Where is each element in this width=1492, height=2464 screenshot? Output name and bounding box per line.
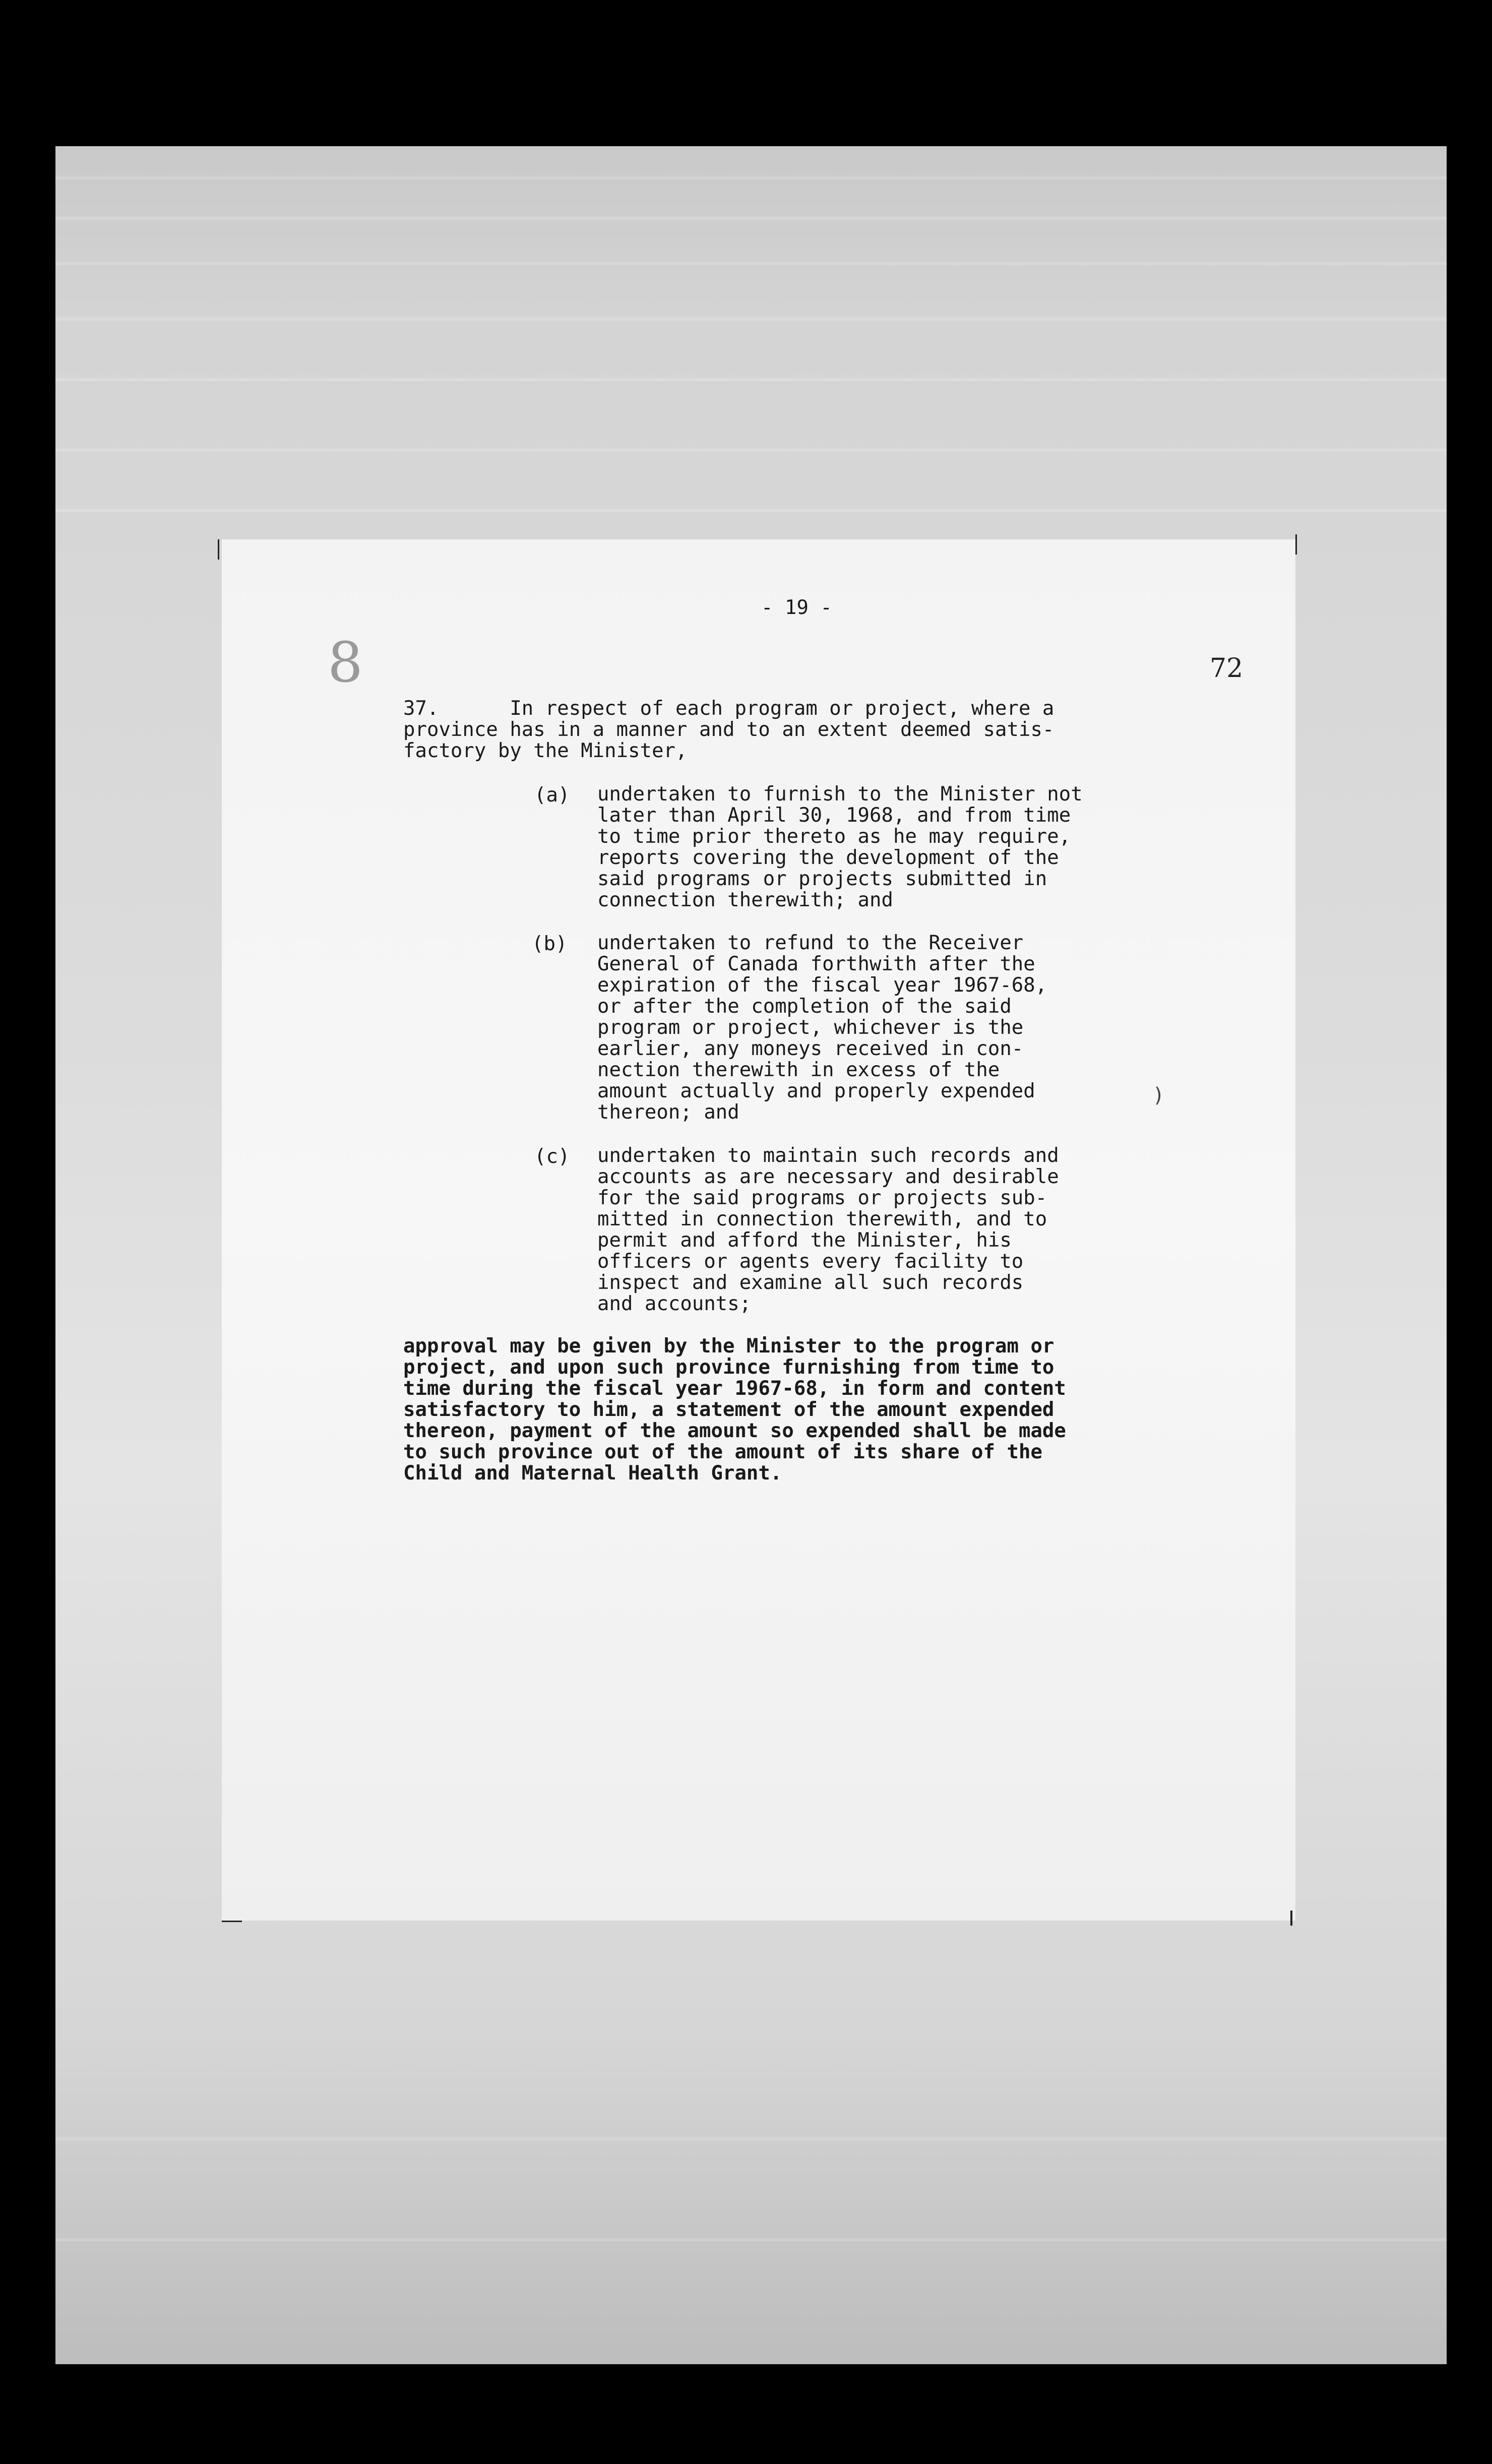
handwritten-margin-mark: 8 xyxy=(328,630,363,695)
item-a-text: undertaken to furnish to the Minister not later than April 30, 1968, and from time to time prior thereto as he may require, reports covering the development of the said programs or projects submitted in connection therewith; and xyxy=(597,783,1083,911)
crop-mark-bottom-right xyxy=(1290,1911,1292,1926)
stray-mark-right: ) xyxy=(1154,1084,1162,1107)
crop-mark-bottom-left xyxy=(222,1921,242,1922)
sheet-number: 72 xyxy=(1210,653,1244,684)
item-c-label: (c) xyxy=(534,1145,570,1168)
item-a-label: (a) xyxy=(534,784,570,807)
crop-mark-top-right xyxy=(1295,534,1297,555)
clause-intro: 37. In respect of each program or project, where a province has in a manner and to an extent deemed satis- factory by the Minister, xyxy=(403,697,1054,762)
page-number: - 19 - xyxy=(761,596,832,619)
item-c-text: undertaken to maintain such records and accounts as are necessary and desirable for the said programs or projects sub- mitted in connection therewith, and to permit and afford the Minister, his officers or agents every facility to inspect and examine all such records and accounts; xyxy=(597,1144,1059,1315)
crop-mark-top-left xyxy=(218,539,219,560)
item-b-text: undertaken to refund to the Receiver General of Canada forthwith after the expiration of the fiscal year 1967-68, or after the completion of the said program or project, whichever is the earlier, any moneys received in con- nection therewith in excess of the amount actually and properly expended thereon; and xyxy=(597,932,1047,1124)
closing-paragraph: approval may be given by the Minister to the program or project, and upon such province furnishing from time to time during the fiscal year 1967-68, in form and content satisfactory to him, a statement of the amount expended thereon, payment of the amount so expended shall be made to such province out of the amount of its share of the Child and Maternal Health Grant. xyxy=(403,1335,1066,1485)
item-b-label: (b) xyxy=(532,933,568,955)
